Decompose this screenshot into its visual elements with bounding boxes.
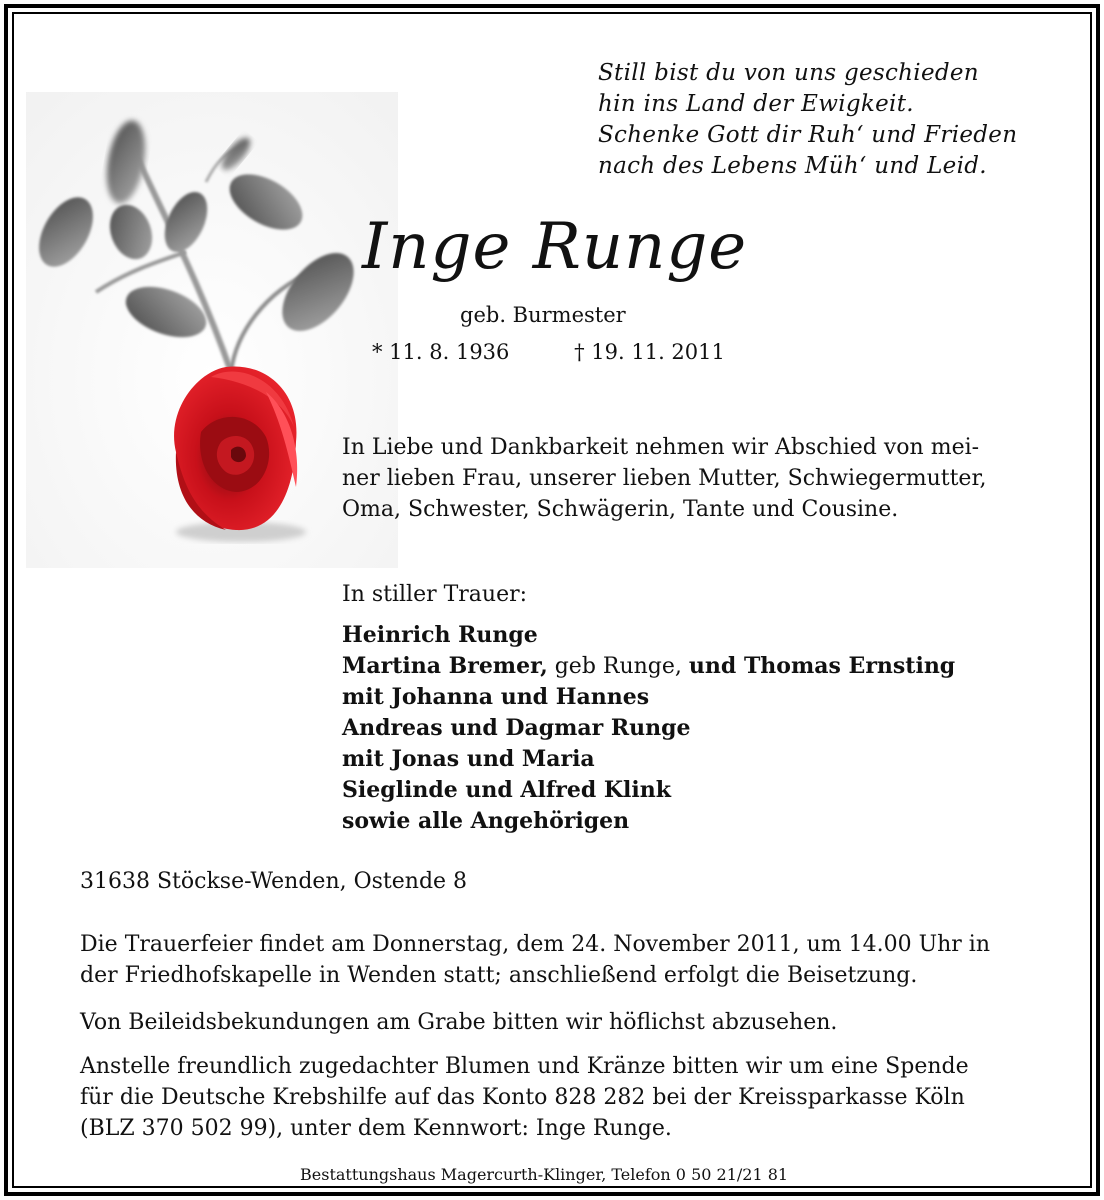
mourner-line bbox=[342, 651, 955, 682]
funeral-line: der Friedhofskapelle in Wenden statt; anschließend erfolgt die Beisetzung. bbox=[80, 963, 918, 988]
mourning-label: In stiller Trauer: bbox=[342, 582, 528, 607]
maiden-name: geb. Burmester bbox=[460, 303, 626, 327]
poem-line: nach des Lebens Müh‘ und Leid. bbox=[598, 153, 987, 179]
poem-line: hin ins Land der Ewigkeit. bbox=[598, 91, 914, 117]
farewell-text bbox=[342, 432, 1042, 525]
mourner-maiden: geb Runge, bbox=[547, 654, 689, 679]
condolence-info bbox=[80, 1007, 1040, 1038]
birth-date: * 11. 8. 1936 bbox=[372, 340, 510, 364]
poem bbox=[598, 58, 1048, 182]
address: 31638 Stöckse-Wenden, Ostende 8 bbox=[80, 869, 468, 894]
funeral-home-footer: Bestattungshaus Magercurth-Klinger, Telefon 0 50 21/21 81 bbox=[300, 1165, 789, 1184]
donation-line: für die Deutsche Krebshilfe auf das Konto 828 282 bei der Kreissparkasse Köln bbox=[80, 1085, 965, 1110]
death-date: † 19. 11. 2011 bbox=[574, 340, 725, 364]
mourner-line: Sieglinde und Alfred Klink bbox=[342, 777, 672, 803]
poem-line: Schenke Gott dir Ruh‘ und Frieden bbox=[598, 122, 1018, 148]
life-dates bbox=[372, 340, 725, 364]
poem-line: Still bist du von uns geschieden bbox=[598, 60, 979, 86]
funeral-line: Die Trauerfeier findet am Donnerstag, dem 24. November 2011, um 14.00 Uhr in bbox=[80, 932, 991, 957]
funeral-info bbox=[80, 929, 1040, 991]
donation-info bbox=[80, 1051, 1040, 1144]
condolence-line: Von Beileidsbekundungen am Grabe bitten wir höflichst abzusehen. bbox=[80, 1010, 838, 1035]
mourner-line: Andreas und Dagmar Runge bbox=[342, 715, 691, 741]
donation-line: (BLZ 370 502 99), unter dem Kennwort: Inge Runge. bbox=[80, 1116, 672, 1141]
farewell-line: In Liebe und Dankbarkeit nehmen wir Abschied von mei- bbox=[342, 435, 980, 460]
mourner-line: sowie alle Angehörigen bbox=[342, 808, 630, 834]
mourner-line: mit Johanna und Hannes bbox=[342, 684, 650, 710]
mourner-line: Heinrich Runge bbox=[342, 622, 538, 648]
mourners-list bbox=[342, 620, 955, 837]
farewell-line: Oma, Schwester, Schwägerin, Tante und Cousine. bbox=[342, 497, 899, 522]
mourner-line: mit Jonas und Maria bbox=[342, 746, 595, 772]
mourner-name: Martina Bremer, bbox=[342, 653, 548, 679]
mourner-name: und Thomas Ernsting bbox=[688, 653, 956, 679]
donation-line: Anstelle freundlich zugedachter Blumen und Kränze bitten wir um eine Spende bbox=[80, 1054, 969, 1079]
farewell-line: ner lieben Frau, unserer lieben Mutter, Schwiegermutter, bbox=[342, 466, 987, 491]
deceased-name: Inge Runge bbox=[362, 210, 748, 284]
